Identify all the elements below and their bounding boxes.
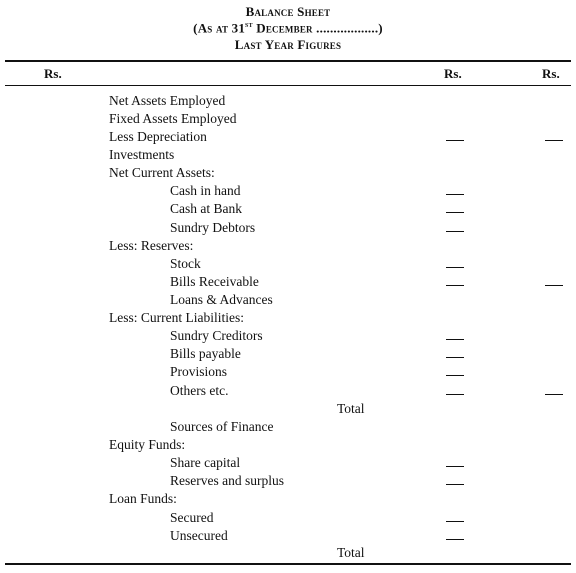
table-row <box>0 256 576 274</box>
amount-dash-current <box>446 339 464 340</box>
row-label: Net Assets Employed <box>109 93 226 108</box>
bottom-rule <box>5 563 571 565</box>
table-row <box>0 147 576 165</box>
table-row <box>0 455 576 473</box>
table-row <box>0 383 576 401</box>
amount-dash-current <box>446 140 464 141</box>
row-label: Cash at Bank <box>170 201 242 216</box>
top-rule <box>5 60 571 62</box>
row-label: Bills Receivable <box>170 274 259 289</box>
table-row <box>0 328 576 346</box>
table-row <box>0 310 576 328</box>
amount-dash-current <box>446 267 464 268</box>
row-label: Bills payable <box>170 346 241 361</box>
row-label: Share capital <box>170 455 241 470</box>
table-row <box>0 238 576 256</box>
row-label: Net Current Assets: <box>109 165 215 180</box>
table-row <box>0 510 576 528</box>
row-label: Sundry Debtors <box>170 220 256 235</box>
table-row <box>0 346 576 364</box>
row-label: Equity Funds: <box>109 437 186 452</box>
row-label: Loan Funds: <box>109 491 177 506</box>
row-label: Sundry Creditors <box>170 328 263 343</box>
amount-dash-current <box>446 394 464 395</box>
column-header-left: Rs. <box>44 66 62 81</box>
sheet-subtitle <box>0 20 576 36</box>
amount-dash-current <box>446 521 464 522</box>
sheet-title: Balance Sheet <box>245 4 331 19</box>
amount-dash-current <box>446 539 464 540</box>
header-rule <box>5 85 571 86</box>
table-row <box>0 528 576 546</box>
total-label-first: Total <box>337 401 365 416</box>
sheet-subheading: Last Year Figures <box>234 37 342 52</box>
amount-dash-current <box>446 466 464 467</box>
subtitle-suffix: December ..................) <box>252 20 383 36</box>
column-header-right: Rs. <box>542 66 560 81</box>
row-label: Provisions <box>170 364 228 379</box>
amount-dash-current <box>446 484 464 485</box>
amount-dash-current <box>446 231 464 232</box>
table-row <box>0 129 576 147</box>
amount-dash-current <box>446 212 464 213</box>
row-label: Less Depreciation <box>109 129 207 144</box>
table-row <box>0 419 576 437</box>
row-label: Cash in hand <box>170 183 241 198</box>
amount-dash-current <box>446 357 464 358</box>
table-row <box>0 491 576 509</box>
table-row <box>0 437 576 455</box>
row-label: Secured <box>170 510 214 525</box>
table-row <box>0 111 576 129</box>
amount-dash-current <box>446 194 464 195</box>
table-row <box>0 201 576 219</box>
row-label: Reserves and surplus <box>170 473 284 488</box>
table-row <box>0 93 576 111</box>
row-label: Less: Reserves: <box>109 238 194 253</box>
subtitle-prefix: (As at 31 <box>193 20 246 36</box>
table-row <box>0 473 576 491</box>
amount-dash-last-year <box>545 394 563 395</box>
amount-dash-last-year <box>545 285 563 286</box>
row-label: Stock <box>170 256 201 271</box>
amount-dash-current <box>446 285 464 286</box>
subtitle-sup: st <box>245 20 253 29</box>
table-row <box>0 165 576 183</box>
table-row <box>0 274 576 292</box>
column-header-mid: Rs. <box>444 66 462 81</box>
table-row <box>0 220 576 238</box>
table-row <box>0 183 576 201</box>
amount-dash-last-year <box>545 140 563 141</box>
row-label: Sources of Finance <box>170 419 274 434</box>
row-label: Less: Current Liabilities: <box>109 310 244 325</box>
row-label: Investments <box>109 147 175 162</box>
table-row <box>0 364 576 382</box>
row-label: Fixed Assets Employed <box>109 111 237 126</box>
amount-dash-current <box>446 375 464 376</box>
total-label-second: Total <box>337 545 365 560</box>
row-label: Unsecured <box>170 528 228 543</box>
table-row <box>0 292 576 310</box>
row-label: Loans & Advances <box>170 292 273 307</box>
row-label: Others etc. <box>170 383 229 398</box>
